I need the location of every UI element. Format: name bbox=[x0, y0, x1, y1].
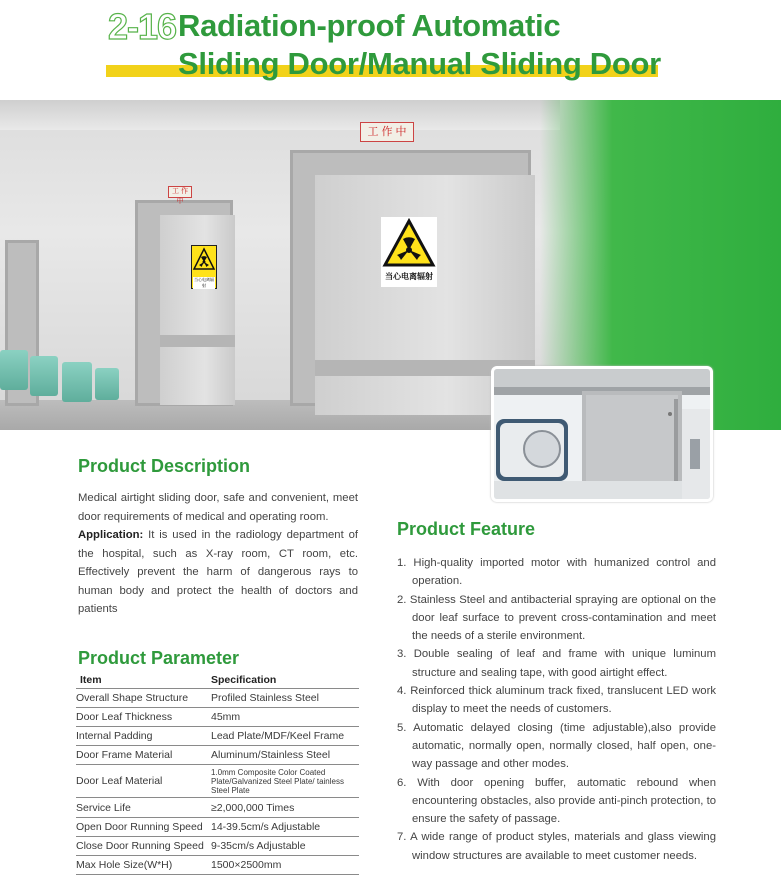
list-item: 2. Stainless Steel and antibacterial spraying are optional on the door leaf surface to prevent cross-contamination and meet the needs of a sterile environment. bbox=[397, 593, 716, 643]
table-row bbox=[76, 746, 359, 765]
list-item: 1. High-quality imported motor with humanized control and operation. bbox=[397, 557, 716, 588]
table-cell-item: Close Door Running Speed bbox=[76, 840, 204, 852]
radiation-warning-sign-small bbox=[191, 245, 217, 289]
feature-list bbox=[397, 554, 716, 865]
table-cell-spec: Profiled Stainless Steel bbox=[211, 692, 319, 704]
feature-heading: Product Feature bbox=[397, 519, 536, 539]
list-item: 4. Reinforced thick aluminum track fixed, translucent LED work display to meet the needs of customers. bbox=[397, 685, 716, 716]
waiting-chairs bbox=[0, 340, 120, 400]
list-item: 6. With door opening buffer, automatic rebound when encountering obstacles, also provide anti-pinch protection, to ensure the safety of passage. bbox=[397, 776, 716, 826]
table-cell-spec: 45mm bbox=[211, 711, 241, 723]
page-title-line1: Radiation-proof Automatic bbox=[178, 8, 561, 43]
table-cell-spec: ≥2,000,000 Times bbox=[211, 801, 295, 814]
description-text bbox=[78, 489, 358, 619]
application-text: It is used in the radiology department of the hospital, such as X-ray room, CT room, etc. Effectively prevent the harm of dangerous rays to human body and protect the health of doctors and patients bbox=[78, 529, 358, 615]
work-in-progress-sign-small: 工 作 中 bbox=[168, 186, 192, 198]
radiation-warning-sign bbox=[381, 217, 437, 287]
table-row bbox=[76, 708, 359, 727]
table-cell-item: Open Door Running Speed bbox=[76, 821, 203, 833]
list-item: 7. A wide range of product styles, materials and glass viewing window structures are available to meet customer needs. bbox=[397, 831, 716, 862]
table-header-specification: Specification bbox=[211, 674, 277, 686]
table-cell-item: Max Hole Size(W*H) bbox=[76, 859, 173, 871]
parameter-heading: Product Parameter bbox=[78, 648, 240, 668]
list-item: 5. Automatic delayed closing (time adjustable),also provide automatic, normally open, normally closed, half open, one-way passage and other modes. bbox=[397, 721, 716, 771]
radiation-caption-small: 当心电离辐射 bbox=[194, 277, 214, 288]
table-cell-item: Service Life bbox=[76, 801, 131, 814]
table-cell-spec: 1500×2500mm bbox=[211, 859, 282, 871]
table-cell-spec: Lead Plate/MDF/Keel Frame bbox=[211, 730, 345, 742]
table-row bbox=[76, 818, 359, 837]
table-header-row bbox=[76, 672, 359, 689]
table-cell-spec: 14-39.5cm/s Adjustable bbox=[211, 821, 321, 833]
work-in-progress-sign: 工 作 中 bbox=[360, 122, 414, 142]
ct-room-illustration bbox=[494, 369, 710, 499]
table-header-item: Item bbox=[80, 674, 102, 686]
table-cell-item: Door Leaf Material bbox=[76, 775, 163, 787]
table-cell-spec: 1.0mm Composite Color Coated Plate/Galvanized Steel Plate/ tainless Steel Plate bbox=[211, 767, 344, 795]
parameter-table bbox=[76, 672, 359, 875]
table-row bbox=[76, 689, 359, 708]
inset-photo-ct-room bbox=[491, 366, 713, 502]
radiation-caption: 当心电离辐射 bbox=[381, 271, 437, 282]
description-body: Medical airtight sliding door, safe and convenient, meet door requirements of medical and operating room. bbox=[78, 492, 358, 523]
table-cell-spec: Aluminum/Stainless Steel bbox=[211, 749, 331, 761]
table-row bbox=[76, 765, 359, 798]
table-row bbox=[76, 856, 359, 875]
radiation-icon-large bbox=[381, 217, 437, 269]
table-cell-item: Internal Padding bbox=[76, 730, 153, 742]
application-label: Application: bbox=[78, 529, 144, 541]
description-heading: Product Description bbox=[78, 456, 251, 476]
table-cell-item: Door Frame Material bbox=[76, 749, 173, 761]
middle-door-leaf bbox=[160, 215, 235, 405]
page-title-line2: Sliding Door/Manual Sliding Door bbox=[178, 46, 661, 81]
table-cell-spec: 9-35cm/s Adjustable bbox=[211, 840, 306, 852]
table-row bbox=[76, 727, 359, 746]
middle-door-band bbox=[160, 335, 235, 347]
table-row bbox=[76, 798, 359, 818]
radiation-icon bbox=[192, 246, 216, 276]
page-header bbox=[0, 0, 781, 100]
corridor-ceiling bbox=[0, 100, 560, 130]
section-number: 2-16 bbox=[108, 6, 177, 47]
table-cell-item: Door Leaf Thickness bbox=[76, 711, 173, 723]
table-cell-item: Overall Shape Structure bbox=[76, 692, 189, 704]
list-item: 3. Double sealing of leaf and frame with unique luminum structure and sealing tape, with good airtight effect. bbox=[397, 648, 716, 679]
table-row bbox=[76, 837, 359, 856]
